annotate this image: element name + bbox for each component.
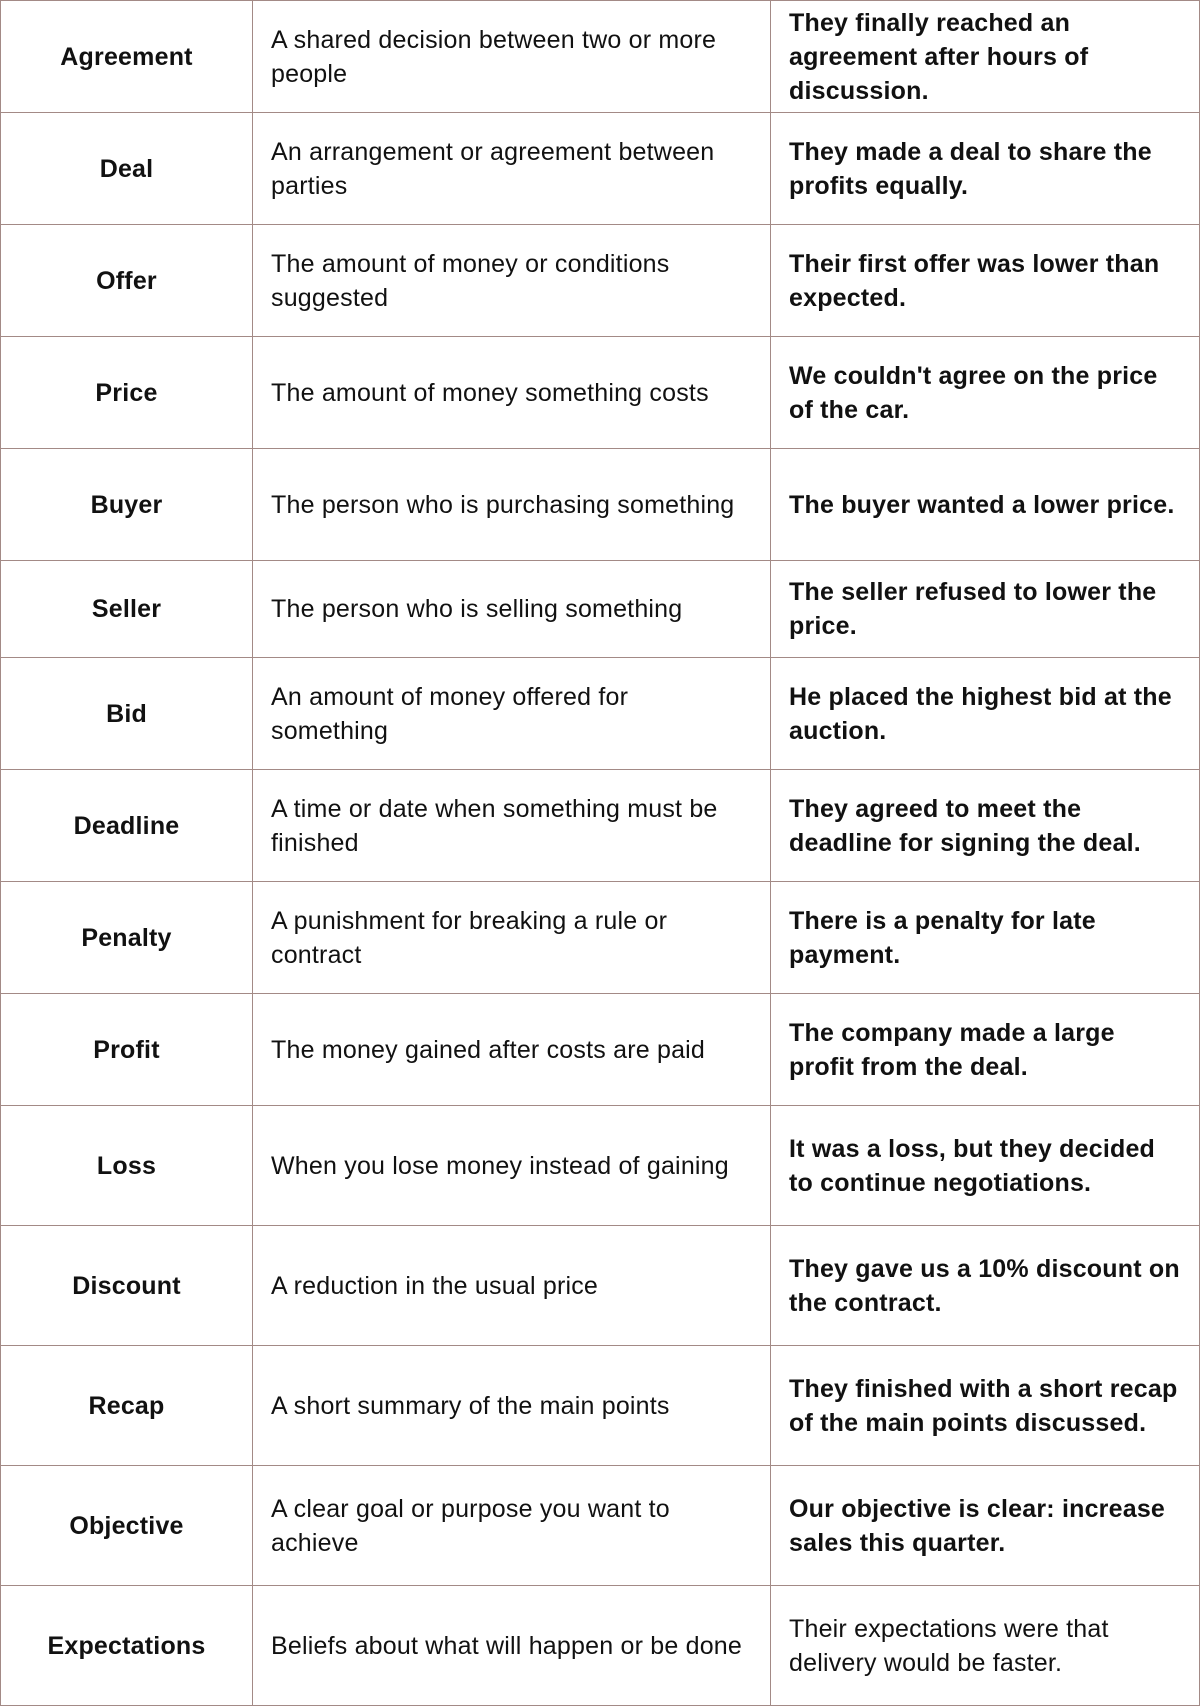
example-cell: There is a penalty for late payment. xyxy=(771,882,1200,994)
term-cell: Profit xyxy=(1,994,253,1106)
term-cell: Loss xyxy=(1,1106,253,1226)
definition-cell: The person who is purchasing something xyxy=(253,449,771,561)
definition-cell: When you lose money instead of gaining xyxy=(253,1106,771,1226)
example-cell: They finished with a short recap of the main points discussed. xyxy=(771,1346,1200,1466)
definition-cell: A shared decision between two or more people xyxy=(253,1,771,113)
table-row xyxy=(1,658,1200,770)
definition-cell: A clear goal or purpose you want to achieve xyxy=(253,1466,771,1586)
table-row xyxy=(1,994,1200,1106)
example-cell: They gave us a 10% discount on the contract. xyxy=(771,1226,1200,1346)
table-row xyxy=(1,1226,1200,1346)
term-cell: Offer xyxy=(1,225,253,337)
table-row xyxy=(1,1586,1200,1706)
table-row xyxy=(1,561,1200,658)
definition-cell: The amount of money or conditions suggested xyxy=(253,225,771,337)
definition-cell: An arrangement or agreement between parties xyxy=(253,113,771,225)
definition-cell: A reduction in the usual price xyxy=(253,1226,771,1346)
table-row xyxy=(1,225,1200,337)
table-row xyxy=(1,337,1200,449)
term-cell: Agreement xyxy=(1,1,253,113)
term-cell: Deal xyxy=(1,113,253,225)
example-cell: They agreed to meet the deadline for signing the deal. xyxy=(771,770,1200,882)
example-cell: They finally reached an agreement after hours of discussion. xyxy=(771,1,1200,113)
example-cell: We couldn't agree on the price of the car. xyxy=(771,337,1200,449)
example-cell: The seller refused to lower the price. xyxy=(771,561,1200,658)
table-row xyxy=(1,1466,1200,1586)
definition-cell: A punishment for breaking a rule or contract xyxy=(253,882,771,994)
definition-cell: A short summary of the main points xyxy=(253,1346,771,1466)
term-cell: Discount xyxy=(1,1226,253,1346)
example-cell: The buyer wanted a lower price. xyxy=(771,449,1200,561)
example-cell: Our objective is clear: increase sales this quarter. xyxy=(771,1466,1200,1586)
definition-cell: A time or date when something must be finished xyxy=(253,770,771,882)
definition-cell: Beliefs about what will happen or be done xyxy=(253,1586,771,1706)
example-cell: He placed the highest bid at the auction. xyxy=(771,658,1200,770)
example-cell: They made a deal to share the profits equally. xyxy=(771,113,1200,225)
table-row xyxy=(1,113,1200,225)
term-cell: Recap xyxy=(1,1346,253,1466)
table-row xyxy=(1,449,1200,561)
definition-cell: An amount of money offered for something xyxy=(253,658,771,770)
term-cell: Price xyxy=(1,337,253,449)
term-cell: Bid xyxy=(1,658,253,770)
term-cell: Seller xyxy=(1,561,253,658)
table-row xyxy=(1,882,1200,994)
table-row xyxy=(1,1,1200,113)
table-row xyxy=(1,770,1200,882)
example-cell: Their first offer was lower than expected. xyxy=(771,225,1200,337)
term-cell: Deadline xyxy=(1,770,253,882)
term-cell: Buyer xyxy=(1,449,253,561)
table-row xyxy=(1,1106,1200,1226)
definition-cell: The person who is selling something xyxy=(253,561,771,658)
definition-cell: The amount of money something costs xyxy=(253,337,771,449)
example-cell: The company made a large profit from the deal. xyxy=(771,994,1200,1106)
definition-cell: The money gained after costs are paid xyxy=(253,994,771,1106)
term-cell: Objective xyxy=(1,1466,253,1586)
example-cell: It was a loss, but they decided to continue negotiations. xyxy=(771,1106,1200,1226)
term-cell: Penalty xyxy=(1,882,253,994)
table-row xyxy=(1,1346,1200,1466)
term-cell: Expectations xyxy=(1,1586,253,1706)
example-cell: Their expectations were that delivery would be faster. xyxy=(771,1586,1200,1706)
